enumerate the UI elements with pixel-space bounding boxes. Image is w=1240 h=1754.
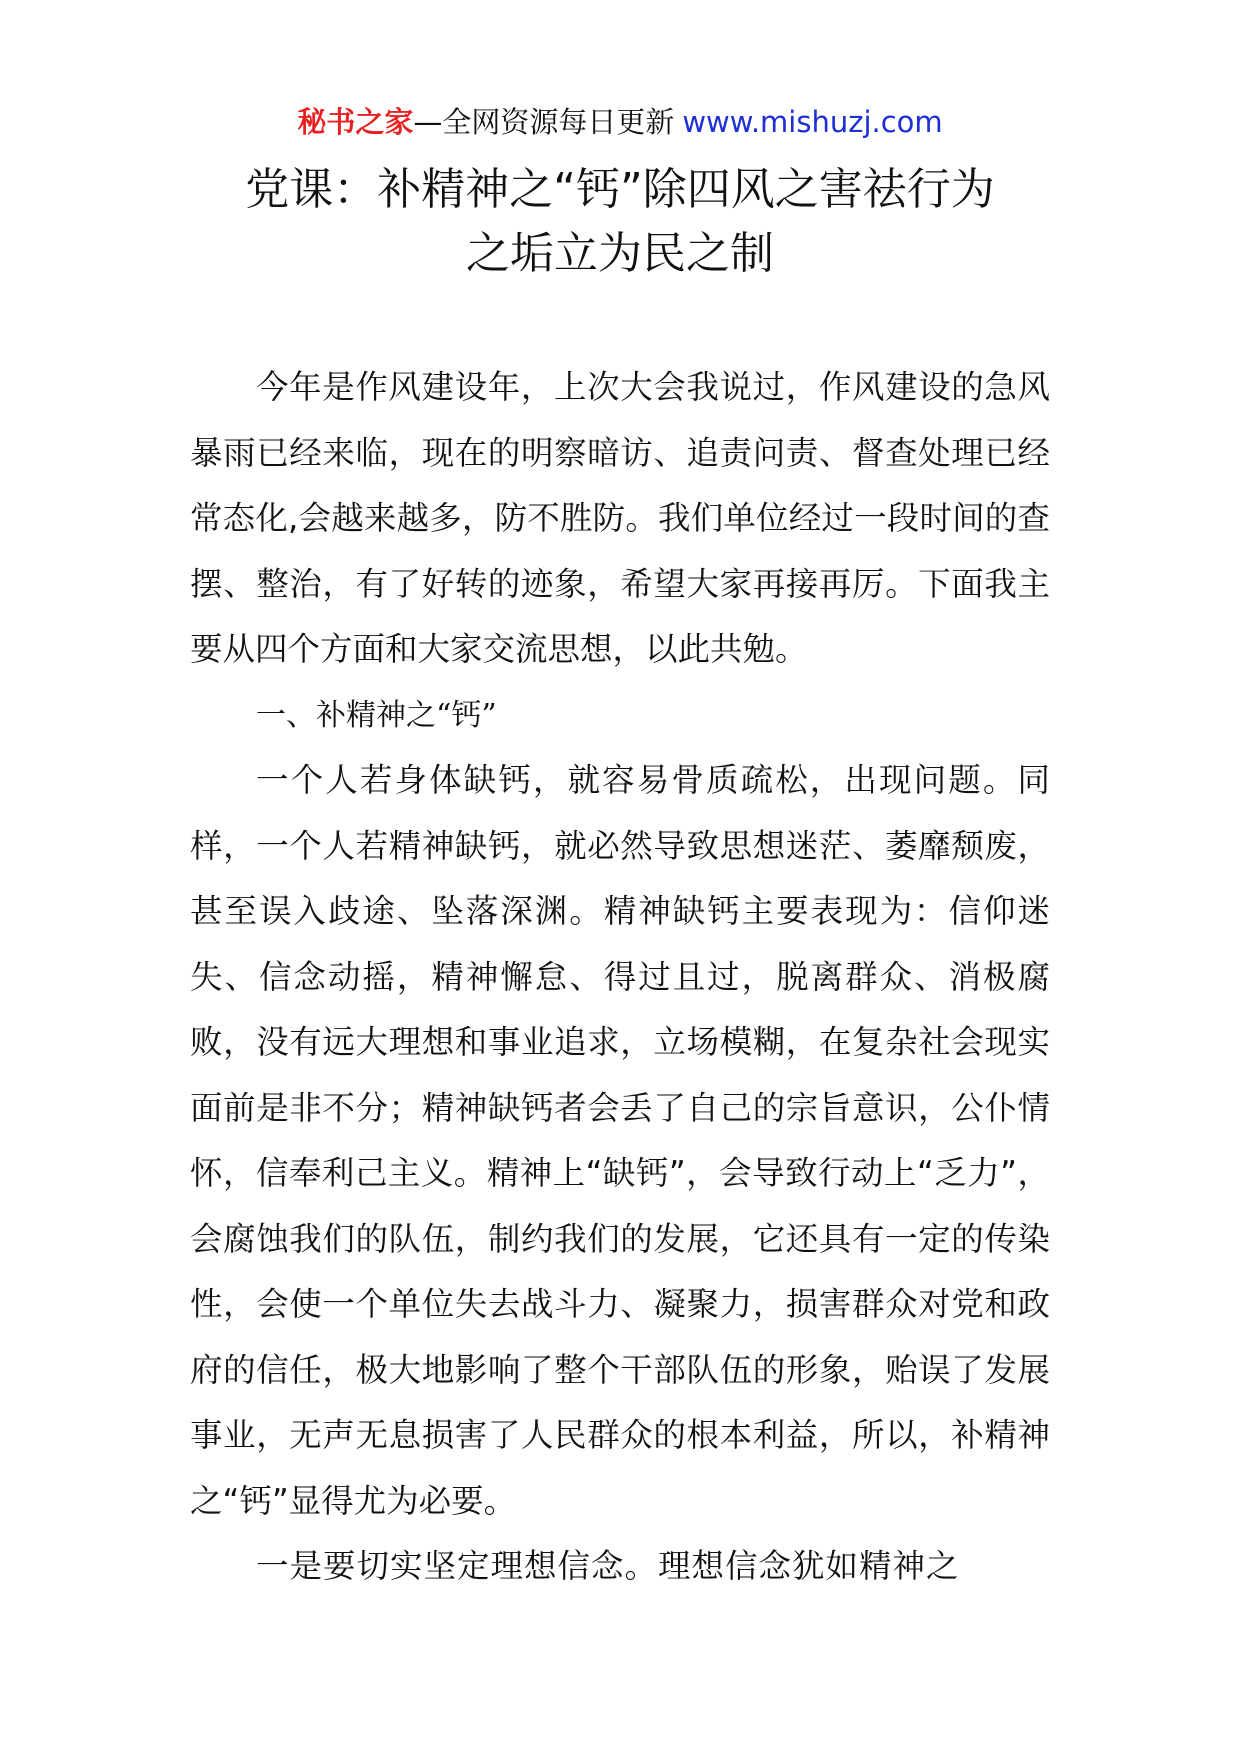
paragraph-point-1: 一是要切实坚定理想信念。理想信念犹如精神之	[256, 1547, 960, 1585]
site-tagline: —全网资源每日更新	[413, 105, 675, 139]
paragraph-intro: 今年是作风建设年，上次大会我说过，作风建设的急风暴雨已经来临，现在的明察暗访、追责问责、督查处理已经常态化,会越来越多，防不胜防。我们单位经过一段时间的查摆、整治，有了好转的迹象，希望大家再接再厉。下面我主要从四个方面和大家交流思想，以此共勉。	[190, 368, 1050, 668]
title-line-1: 党课：补精神之“钙”除四风之害祛行为	[245, 164, 995, 215]
site-brand: 秘书之家	[297, 105, 414, 139]
paragraph-section-1: 一个人若身体缺钙，就容易骨质疏松，出现问题。同样，一个人若精神缺钙，就必然导致思想迷茫、萎靡颓废，甚至误入歧途、坠落深渊。精神缺钙主要表现为：信仰迷失、信念动摇，精神懈怠、得过且过，脱离群众、消极腐败，没有远大理想和事业追求，立场模糊，在复杂社会现实面前是非不分；精神缺钙者会丢了自己的宗旨意识，公仆情怀，信奉利己主义。精神上“缺钙”，会导致行动上“乏力”，会腐蚀我们的队伍，制约我们的发展，它还具有一定的传染性，会使一个单位失去战斗力、凝聚力，损害群众对党和政府的信任，极大地影响了整个干部队伍的形象，贻误了发展事业，无声无息损害了人民群众的根本利益，所以，补精神之“钙”显得尤为必要。	[190, 761, 1050, 1520]
document-body	[190, 355, 1050, 1600]
title-line-2: 之垢立为民之制	[466, 228, 774, 279]
site-header	[0, 100, 1240, 144]
site-url-link[interactable]: www.mishuzj.com	[682, 105, 943, 139]
document-title	[150, 158, 1090, 286]
section-heading-1: 一、补精神之“钙”	[256, 697, 497, 733]
